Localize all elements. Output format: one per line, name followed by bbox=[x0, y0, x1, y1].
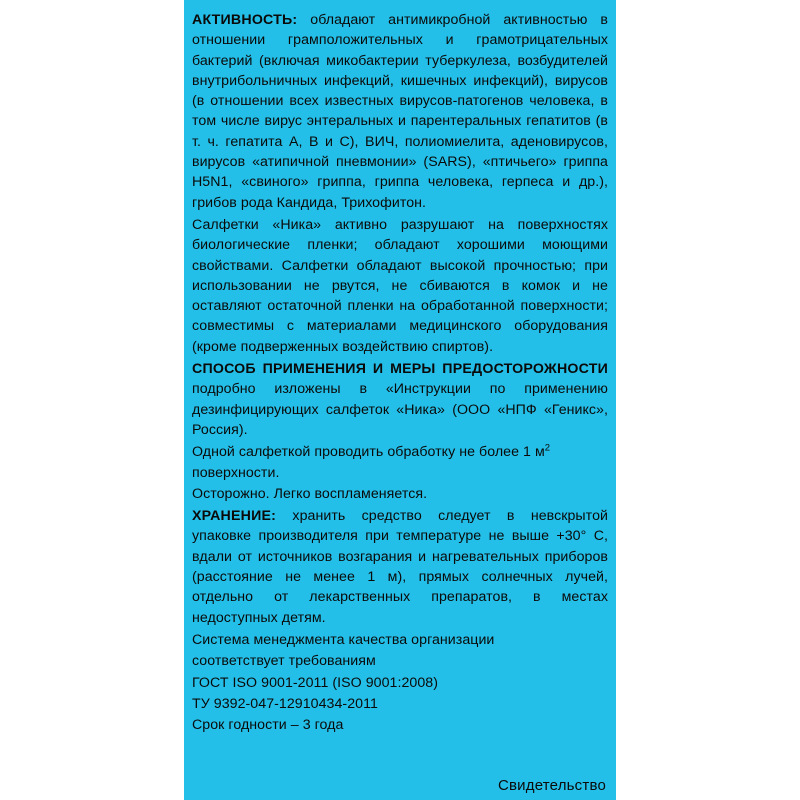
quality-line-3: ГОСТ ISO 9001-2011 (ISO 9001:2008) bbox=[192, 674, 439, 691]
section-activity-body: обладают антимикробной активностью в отношении грамположительных и грамотрицательных бактерий (включая микобактерии туберкулеза, возбудителей внутрибольничных инфекций, кишечных инфекций), вирусов (в отношении всех известных вирусов-патогенов человека, в том числе вирус энтеральных и парентеральных гепатитов (в т. ч. гепатита А, В и С), ВИЧ, полиомиелита, аденовирусов, вирусов «атипичной пневмонии» (SARS), «птичьего» гриппа H5N1, «свиного» гриппа, гриппа человека, герпеса и др.), грибов рода Кандида, Трихофитон. bbox=[192, 12, 608, 211]
label-text-body bbox=[192, 10, 608, 736]
section-wipes-body: Салфетки «Ника» активно разрушают на поверхностях биологические пленки; обладают хорошими моющими свойствами. Салфетки обладают высокой прочностью; при использовании не рвутся, не сбиваются в комок и не оставляют остаточной пленки на обработанной поверхности; совместимы с материалами медицинского оборудования (кроме подверженных воздействию спиртов). bbox=[192, 216, 608, 355]
section-caution-body: Осторожно. Легко воспламеняется. bbox=[192, 485, 428, 502]
section-usage-body: подробно изложены в «Инструкции по применению дезинфицирующих салфеток «Ника» (ООО «НПФ «Геникс», Россия). bbox=[192, 381, 608, 438]
section-activity bbox=[192, 10, 608, 213]
section-coverage-sup: 2 bbox=[544, 442, 551, 454]
quality-line-2: соответствует требованиям bbox=[192, 653, 376, 670]
section-wipes bbox=[192, 215, 608, 357]
section-activity-heading: АКТИВНОСТЬ: bbox=[192, 12, 298, 28]
section-coverage-post: поверхности. bbox=[192, 464, 280, 481]
section-storage-body: хранить средство следует в невскрытой упаковке производителя при температуре не выше +30° С, вдали от источников возгарания и нагревательных приборов (расстояние не менее 1 м), прямых солнечных лучей, отдельно от лекарственных препаратов, в местах недоступных детям. bbox=[192, 508, 608, 626]
quality-line-4: ТУ 9392-047-12910434-2011 bbox=[192, 695, 378, 712]
section-usage-heading: СПОСОБ ПРИМЕНЕНИЯ И МЕРЫ ПРЕДОСТОРОЖНОСТИ bbox=[192, 361, 608, 378]
section-storage bbox=[192, 506, 608, 628]
certificate-label: Свидетельство bbox=[497, 777, 606, 794]
section-coverage-pre: Одной салфеткой проводить обработку не более 1 м bbox=[192, 444, 545, 461]
section-storage-heading: ХРАНЕНИЕ: bbox=[192, 508, 277, 525]
label-panel bbox=[184, 0, 616, 800]
right-margin bbox=[616, 0, 800, 800]
section-caution bbox=[192, 484, 608, 504]
section-coverage bbox=[192, 442, 608, 483]
left-margin bbox=[0, 0, 184, 800]
section-usage bbox=[192, 359, 608, 440]
quality-line-5: Срок годности – 3 года bbox=[192, 717, 344, 734]
quality-line-1: Система менеджмента качества организации bbox=[192, 631, 495, 648]
